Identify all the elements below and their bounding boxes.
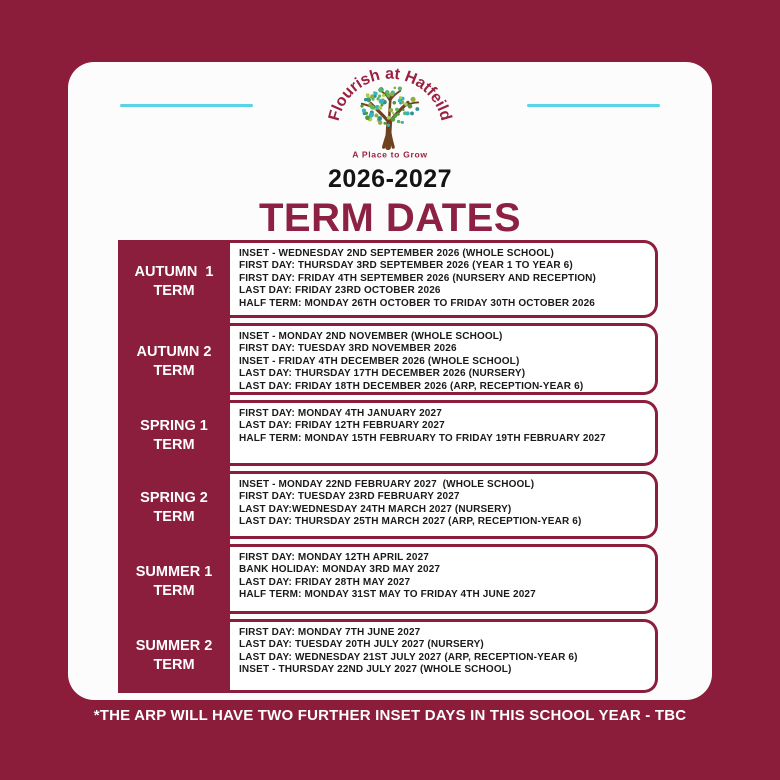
term-date-line: FIRST DAY: FRIDAY 4TH SEPTEMBER 2026 (NURSERY AND RECEPTION) bbox=[239, 272, 597, 284]
term-date-line: INSET - WEDNESDAY 2ND SEPTEMBER 2026 (WHOLE SCHOOL) bbox=[239, 248, 554, 259]
term-row bbox=[118, 400, 658, 471]
term-detail-wrap bbox=[230, 400, 658, 471]
term-row bbox=[118, 471, 658, 544]
term-date-line: HALF TERM: MONDAY 15TH FEBRUARY TO FRIDAY 19TH FEBRUARY 2027 bbox=[239, 432, 606, 444]
term-date-line: FIRST DAY: TUESDAY 3RD NOVEMBER 2026 bbox=[239, 343, 457, 355]
term-detail-box bbox=[230, 619, 658, 693]
term-detail-box bbox=[230, 400, 658, 466]
term-date-line: FIRST DAY: MONDAY 12TH APRIL 2027 bbox=[239, 552, 430, 563]
term-detail-box bbox=[230, 471, 658, 539]
term-name-line1: SPRING 2 bbox=[140, 489, 208, 506]
term-date-line: BANK HOLIDAY: MONDAY 3RD MAY 2027 bbox=[239, 564, 441, 576]
school-logo bbox=[324, 64, 456, 165]
term-date-line: LAST DAY: FRIDAY 28TH MAY 2027 bbox=[239, 576, 411, 588]
term-detail-wrap bbox=[230, 323, 658, 400]
term-date-line: LAST DAY: WEDNESDAY 21ST JULY 2027 (ARP, RECEPTION-YEAR 6) bbox=[239, 651, 578, 663]
term-name-line2: TERM bbox=[153, 436, 195, 453]
term-date-line: HALF TERM: MONDAY 26TH OCTOBER TO FRIDAY 30TH OCTOBER 2026 bbox=[239, 297, 595, 309]
term-label bbox=[118, 323, 230, 400]
page-title: TERM DATES bbox=[258, 195, 522, 240]
school-year: 2026-2027 bbox=[327, 165, 453, 193]
term-date-line: LAST DAY: THURSDAY 25TH MARCH 2027 (ARP, RECEPTION-YEAR 6) bbox=[239, 516, 582, 528]
term-detail-box bbox=[230, 240, 658, 318]
term-name-line1: SUMMER 1 bbox=[135, 563, 213, 580]
term-detail-wrap bbox=[230, 544, 658, 619]
term-date-line: INSET - MONDAY 22ND FEBRUARY 2027 (WHOLE SCHOOL) bbox=[239, 479, 535, 490]
term-table bbox=[118, 240, 658, 693]
term-date-line: LAST DAY: FRIDAY 18TH DECEMBER 2026 (ARP, RECEPTION-YEAR 6) bbox=[239, 380, 584, 392]
term-label bbox=[118, 240, 230, 323]
term-date-line: FIRST DAY: THURSDAY 3RD SEPTEMBER 2026 (YEAR 1 TO YEAR 6) bbox=[239, 260, 573, 272]
term-date-line: FIRST DAY: TUESDAY 23RD FEBRUARY 2027 bbox=[239, 491, 460, 503]
term-row bbox=[118, 544, 658, 619]
term-detail-wrap bbox=[230, 619, 658, 693]
term-date-line: INSET - FRIDAY 4TH DECEMBER 2026 (WHOLE SCHOOL) bbox=[239, 355, 520, 367]
term-date-line: INSET - THURSDAY 22ND JULY 2027 (WHOLE SCHOOL) bbox=[239, 664, 512, 676]
term-label bbox=[118, 619, 230, 693]
term-detail-wrap bbox=[230, 240, 658, 323]
term-date-line: FIRST DAY: MONDAY 4TH JANUARY 2027 bbox=[239, 408, 442, 419]
term-name-line2: TERM bbox=[153, 657, 195, 673]
tree-logo-icon bbox=[326, 64, 454, 160]
term-detail-box bbox=[230, 544, 658, 614]
term-date-line: LAST DAY: THURSDAY 17TH DECEMBER 2026 (NURSERY) bbox=[239, 368, 526, 380]
term-date-line: INSET - MONDAY 2ND NOVEMBER (WHOLE SCHOOL) bbox=[239, 331, 503, 342]
term-name-line2: TERM bbox=[153, 582, 195, 599]
term-name-line1: SPRING 1 bbox=[140, 417, 208, 434]
term-label bbox=[118, 544, 230, 619]
term-detail-wrap bbox=[230, 471, 658, 544]
term-row bbox=[118, 323, 658, 400]
term-label bbox=[118, 471, 230, 544]
term-dates-card bbox=[68, 62, 712, 700]
left-divider-line bbox=[120, 104, 253, 107]
term-name-line1: AUTUMN 1 bbox=[134, 263, 214, 280]
footer-note: *THE ARP WILL HAVE TWO FURTHER INSET DAYS IN THIS SCHOOL YEAR - TBC bbox=[93, 707, 687, 724]
term-row bbox=[118, 619, 658, 693]
logo-arc-text: Flourish at Hatfeild bbox=[326, 65, 454, 123]
term-date-line: LAST DAY: FRIDAY 12TH FEBRUARY 2027 bbox=[239, 420, 445, 432]
term-label bbox=[118, 400, 230, 471]
term-date-line: LAST DAY:WEDNESDAY 24TH MARCH 2027 (NURSERY) bbox=[239, 503, 512, 515]
right-divider-line bbox=[527, 104, 660, 107]
term-date-line: FIRST DAY: MONDAY 7TH JUNE 2027 bbox=[239, 627, 421, 638]
term-date-line: LAST DAY: TUESDAY 20TH JULY 2027 (NURSERY) bbox=[239, 639, 484, 651]
term-detail-box bbox=[230, 323, 658, 395]
term-name-line2: TERM bbox=[153, 282, 195, 299]
term-name-line1: SUMMER 2 bbox=[135, 638, 213, 655]
term-name-line2: TERM bbox=[153, 508, 195, 525]
term-date-line: HALF TERM: MONDAY 31ST MAY TO FRIDAY 4TH JUNE 2027 bbox=[239, 589, 536, 601]
logo-tagline-text: A Place to Grow bbox=[352, 149, 428, 160]
term-name-line2: TERM bbox=[153, 362, 195, 379]
term-date-line: LAST DAY: FRIDAY 23RD OCTOBER 2026 bbox=[239, 285, 441, 297]
term-row bbox=[118, 240, 658, 323]
term-name-line1: AUTUMN 2 bbox=[136, 343, 212, 360]
